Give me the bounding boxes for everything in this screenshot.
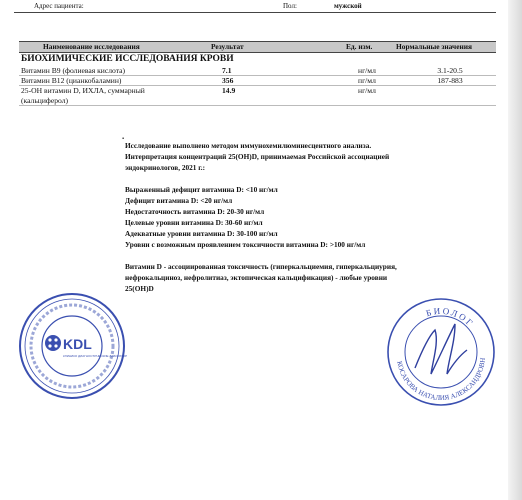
test-unit: пг/мл <box>358 76 376 85</box>
test-ref: 3.1-20.5 <box>437 66 463 75</box>
biologist-stamp-name: КОСАРОВА НАТАЛИЯ АЛЕКСАНДРОВН <box>395 357 488 403</box>
level-item: Уровни с возможным проявлением токсичности витамина D: >100 нг/мл <box>125 240 366 249</box>
col-ref: Нормальные значения <box>396 42 472 51</box>
col-result: Результат <box>211 42 244 51</box>
section-title: БИОХИМИЧЕСКИЕ ИССЛЕДОВАНИЯ КРОВИ <box>21 54 234 64</box>
biologist-stamp-graphic <box>385 296 497 408</box>
scan-edge <box>508 0 522 500</box>
interpretation-line-1: Интерпретация концентраций 25(OH)D, принимаемая Российской ассоциацией <box>125 152 390 161</box>
signature-mark <box>415 324 467 374</box>
test-unit: нг/мл <box>358 86 376 95</box>
row-divider <box>19 105 496 106</box>
patient-address-label: Адрес пациента: <box>34 2 84 10</box>
kdl-logo-text: KDL <box>63 336 92 352</box>
test-ref: 187-883 <box>437 76 463 85</box>
sex-label: Пол: <box>283 2 297 10</box>
toxicity-line-1: Витамин D - ассоциированная токсичность (гиперкальциемия, гиперкальциурия, <box>125 262 397 271</box>
method-note: Исследование выполнено методом иммунохемилюминесцентного анализа. <box>125 141 372 150</box>
interpretation-notes <box>122 131 485 294</box>
level-item: Дефицит витамина D: <20 нг/мл <box>125 196 233 205</box>
level-item: Адекватные уровни витамина D: 30-100 нг/мл <box>125 229 278 238</box>
level-item: Выраженный дефицит витамина D: <10 нг/мл <box>125 185 278 194</box>
level-item: Недостаточность витамина D: 20-30 нг/мл <box>125 207 265 216</box>
table-row <box>19 66 496 76</box>
sex-value: мужской <box>334 2 362 10</box>
patient-header <box>14 0 496 12</box>
level-item: Целевые уровни витамина D: 30-60 нг/мл <box>125 218 263 227</box>
test-name: 25-ОН витамин D, ИХЛА, суммарный (кальциферол) <box>21 86 145 105</box>
kdl-lab-stamp <box>17 291 127 406</box>
biologist-stamp <box>385 296 497 413</box>
toxicity-line-2: нефрокальциноз, нефролитиаз, эктопическая кальцификация) - любые уровни <box>125 273 388 282</box>
col-name: Наименование исследования <box>43 42 140 51</box>
kdl-logo-subtitle: КЛИНИКО ДИАГНОСТИЧЕСКИЕ ЛАБОРАТОРИИ <box>63 354 127 358</box>
test-name: Витамин В12 (цианкобаламин) <box>21 76 122 85</box>
test-value: 7.1 <box>222 66 232 75</box>
table-header <box>19 41 496 53</box>
test-unit: нг/мл <box>358 66 376 75</box>
test-value: 356 <box>222 76 234 85</box>
col-unit: Ед. изм. <box>346 42 373 51</box>
interpretation-line-2: эндокринологов, 2021 г.: <box>125 163 206 172</box>
note-dot: . <box>122 131 125 141</box>
results-table <box>19 41 496 106</box>
table-row <box>19 86 496 106</box>
kdl-stamp-graphic <box>17 291 127 401</box>
header-rule <box>14 12 496 13</box>
test-name: Витамин В9 (фолиевая кислота) <box>21 66 126 75</box>
biologist-stamp-title: БИОЛОГ <box>424 305 476 329</box>
test-value: 14.9 <box>222 86 236 95</box>
toxicity-line-3: 25(OH)D <box>125 284 154 293</box>
table-row <box>19 76 496 86</box>
